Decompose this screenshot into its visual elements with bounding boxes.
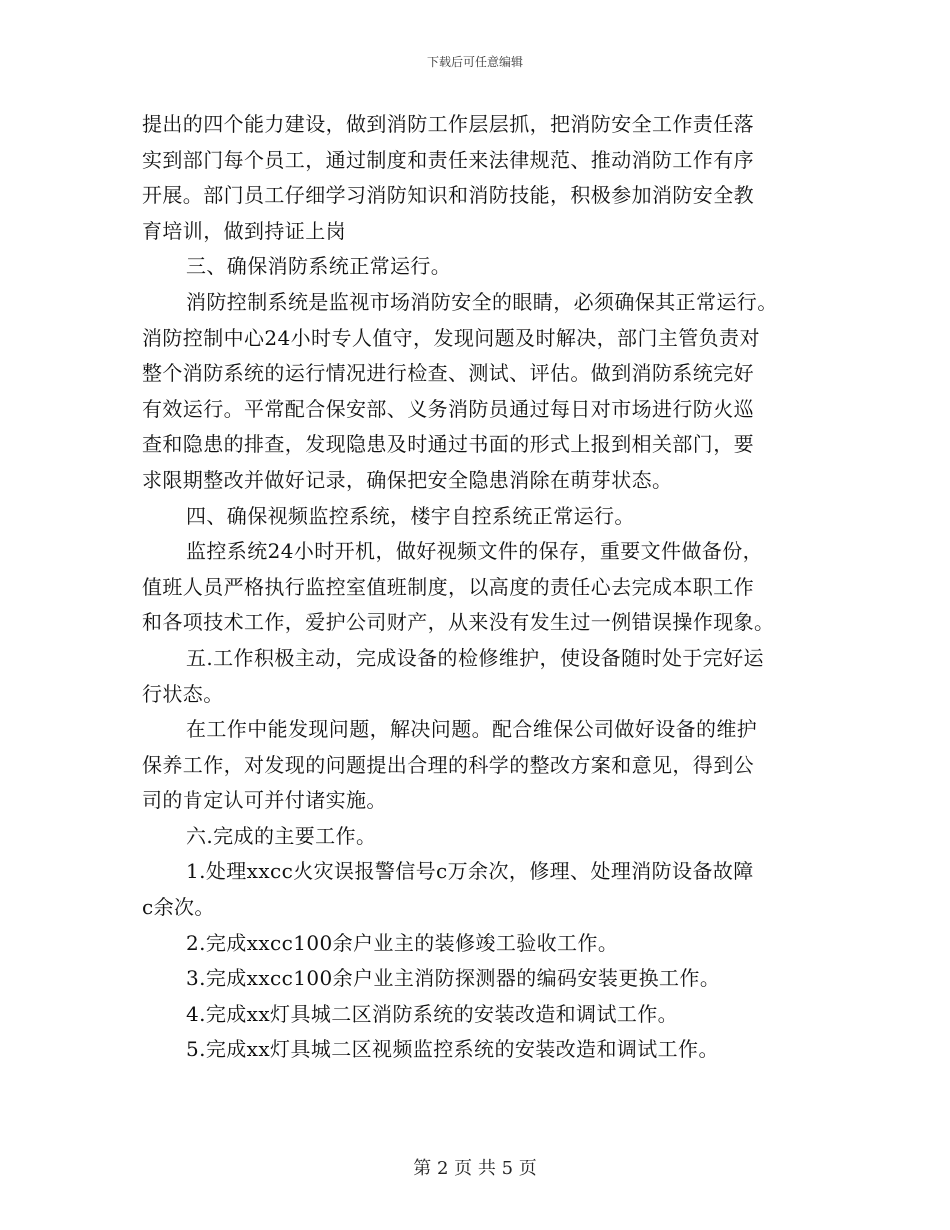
text-line: 开展。部门员工仔细学习消防知识和消防技能，积极参加消防安全教 [142, 183, 754, 208]
text-line: 消防控制系统是监视市场消防安全的眼睛，必须确保其正常运行。 [186, 289, 778, 314]
section-heading: 六.完成的主要工作。 [186, 823, 377, 848]
text-line: 消防控制中心24小时专人值守，发现问题及时解决，部门主管负责对 [142, 325, 760, 350]
page-header: 下载后可任意编辑 [426, 55, 523, 69]
section-heading: 四、确保视频监控系统，楼宇自控系统正常运行。 [186, 503, 635, 528]
text-line: 监控系统24小时开机，做好视频文件的保存，重要文件做备份， [186, 539, 764, 564]
text-line: 求限期整改并做好记录，确保把安全隐患消除在萌芽状态。 [142, 467, 673, 492]
text-line: 在工作中能发现问题，解决问题。配合维保公司做好设备的维护 [186, 717, 758, 742]
text-line: 值班人员严格执行监控室值班制度，以高度的责任心去完成本职工作 [142, 574, 754, 599]
text-line: 行状态。 [142, 681, 224, 706]
text-line: 育培训，做到持证上岗 [142, 218, 346, 243]
list-item: 3.完成xxcc100余户业主消防探测器的编码安装更换工作。 [186, 966, 721, 991]
list-item: 2.完成xxcc100余户业主的装修竣工验收工作。 [186, 930, 619, 955]
section-heading: 五.工作积极主动，完成设备的检修维护，使设备随时处于完好运 [186, 645, 764, 670]
text-line: 司的肯定认可并付诸实施。 [142, 788, 387, 813]
text-line: 保养工作，对发现的问题提出合理的科学的整改方案和意见，得到公 [142, 752, 754, 777]
text-line: 整个消防系统的运行情况进行检查、测试、评估。做到消防系统完好 [142, 361, 754, 386]
document-body [142, 107, 808, 1068]
list-item: 4.完成xx灯具城二区消防系统的安装改造和调试工作。 [186, 1001, 679, 1026]
text-line: 有效运行。平常配合保安部、义务消防员通过每日对市场进行防火巡 [142, 396, 754, 421]
section-heading: 三、确保消防系统正常运行。 [186, 254, 452, 279]
text-line: 和各项技术工作，爱护公司财产，从来没有发生过一例错误操作现象。 [142, 610, 775, 635]
page-number: 第 2 页 共 5 页 [413, 1158, 537, 1179]
list-item-continuation: c余次。 [142, 895, 215, 920]
text-line: 提出的四个能力建设，做到消防工作层层抓，把消防安全工作责任落 [142, 112, 754, 136]
list-item: 5.完成xx灯具城二区视频监控系统的安装改造和调试工作。 [186, 1037, 719, 1062]
list-item: 1.处理xxcc火灾误报警信号c万余次，修理、处理消防设备故障 [186, 859, 754, 884]
text-line: 实到部门每个员工，通过制度和责任来法律规范、推动消防工作有序 [142, 147, 754, 172]
text-line: 查和隐患的排查，发现隐患及时通过书面的形式上报到相关部门，要 [142, 432, 754, 457]
